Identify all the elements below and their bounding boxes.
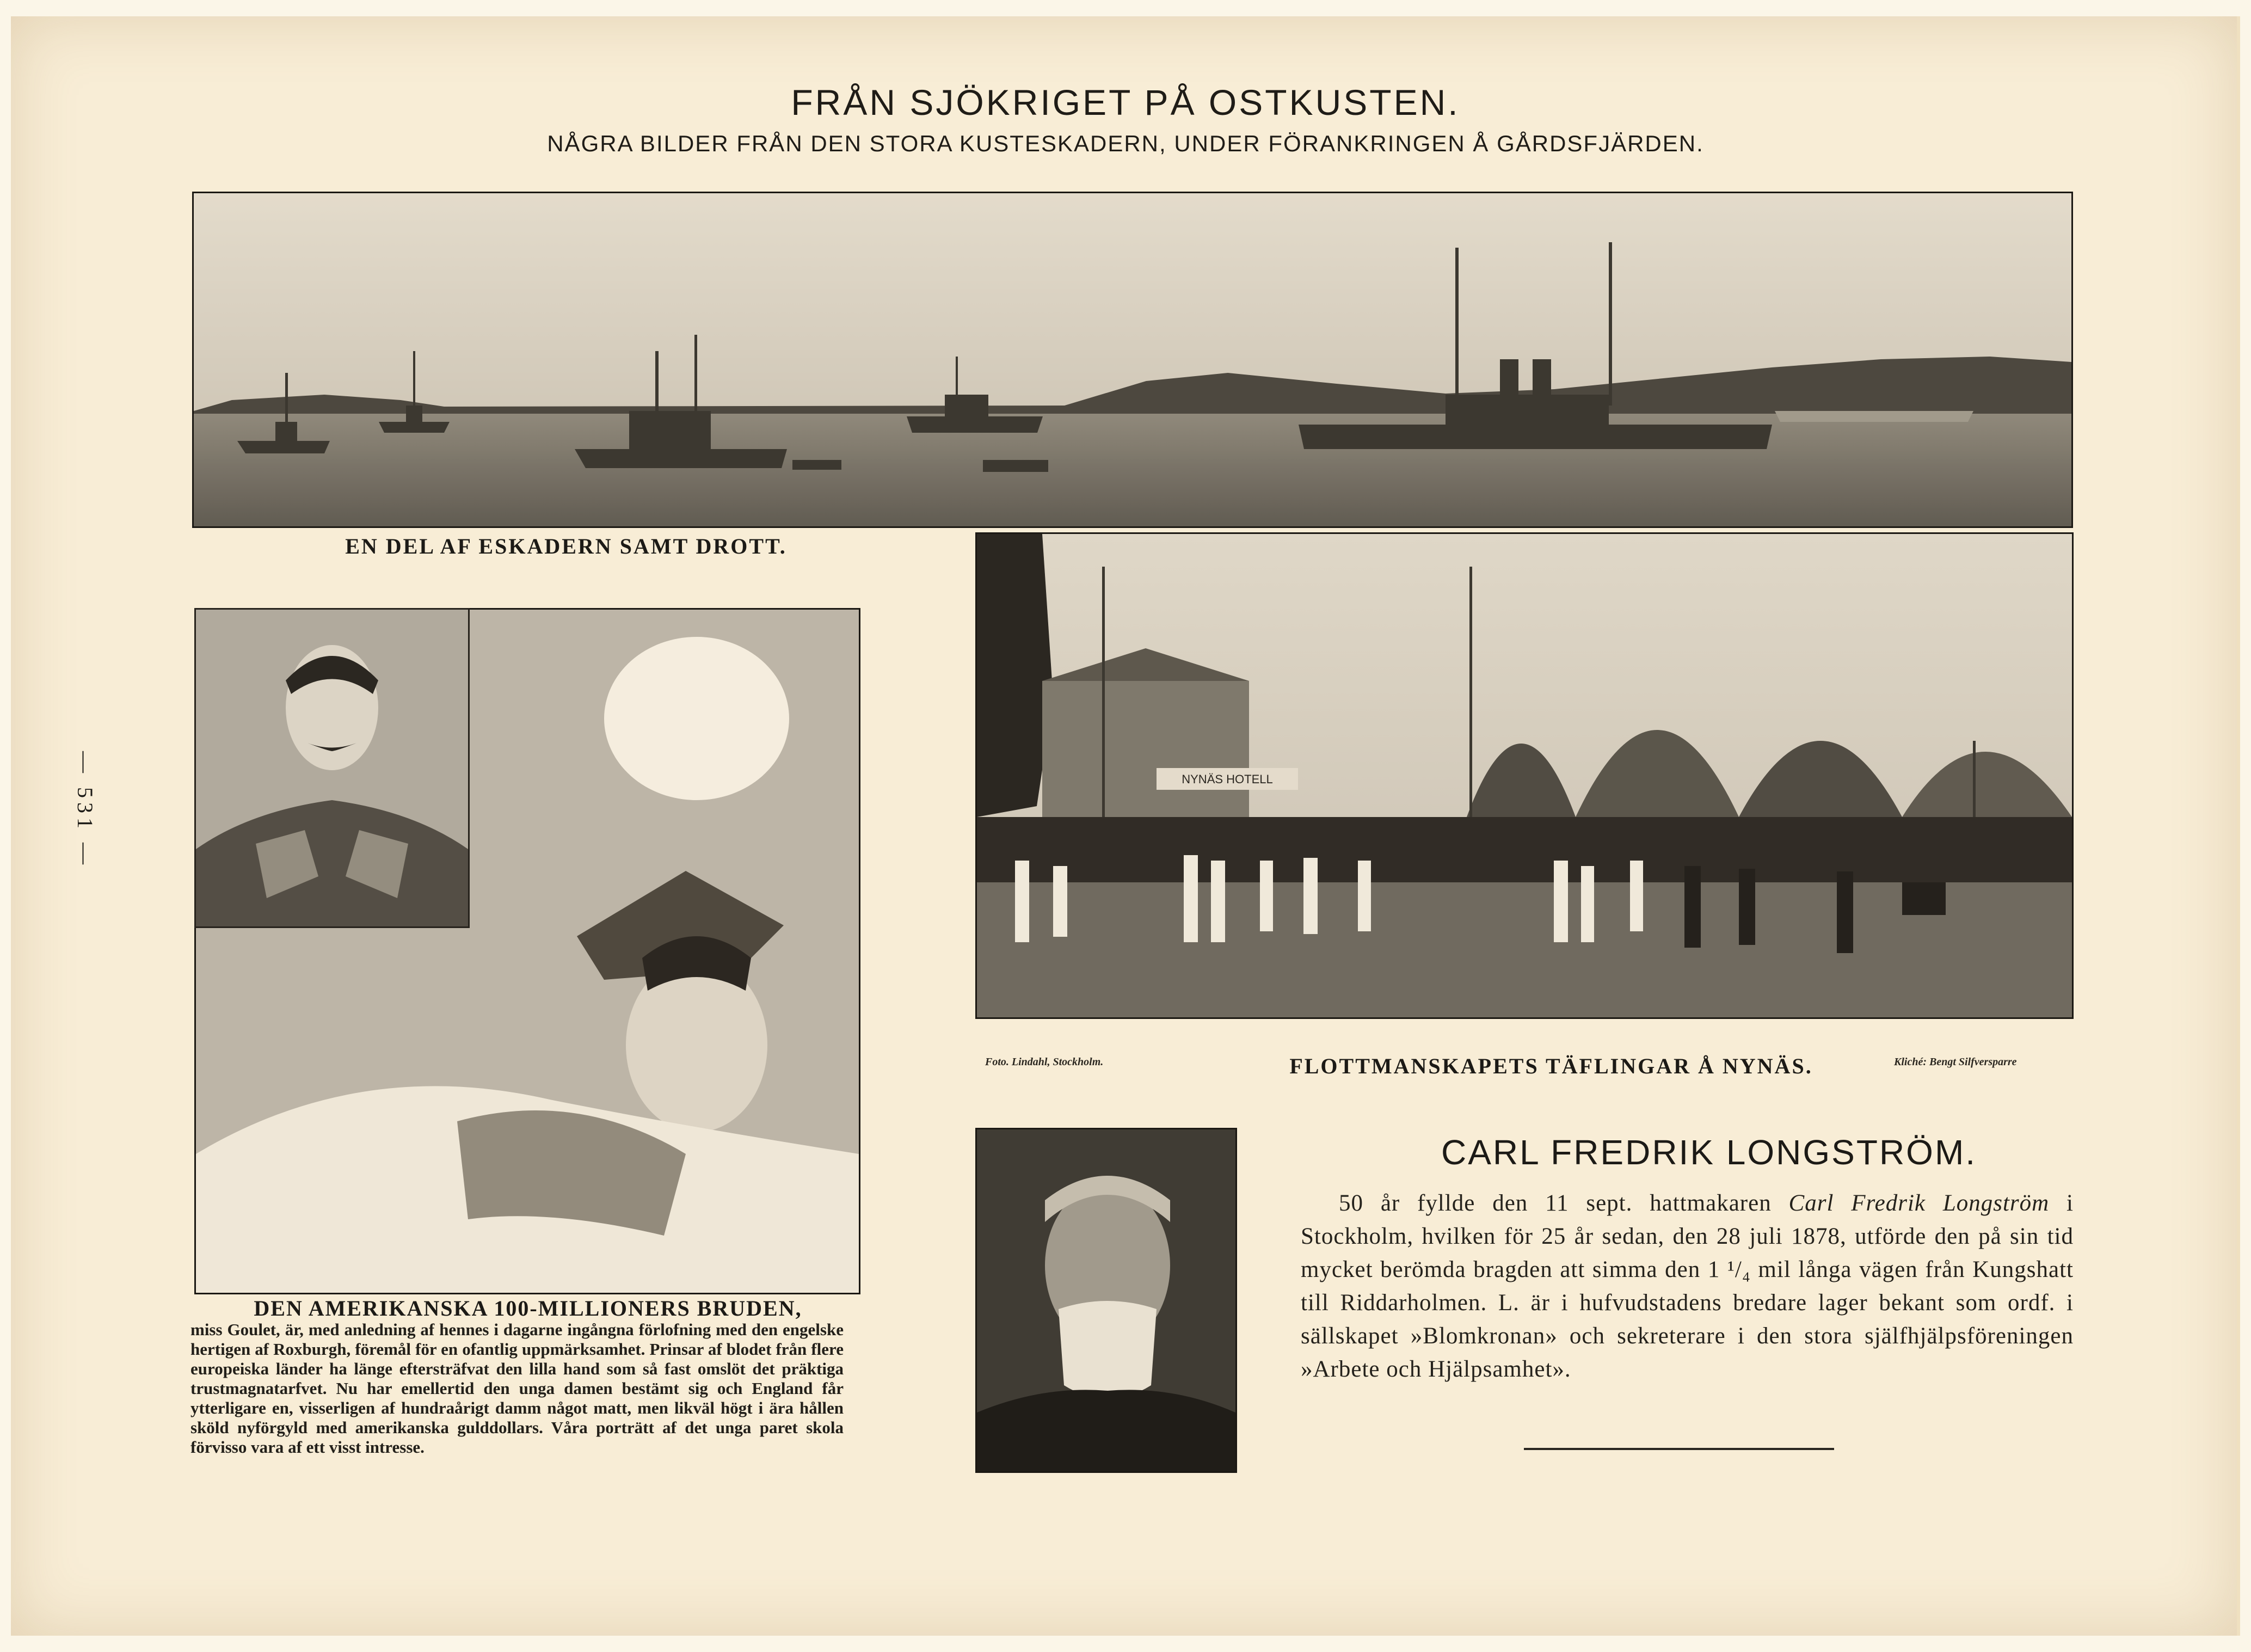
section-rule xyxy=(1524,1448,1834,1450)
longstrom-portrait-illustration xyxy=(977,1129,1235,1471)
longstrom-portrait-photo xyxy=(975,1128,1237,1473)
longstrom-heading: CARL FREDRIK LONGSTRÖM. xyxy=(1441,1133,1977,1172)
contest-caption: FLOTTMANSKAPETS TÄFLINGAR Å NYNÄS. xyxy=(1289,1054,1813,1078)
photo-credit: Foto. Lindahl, Stockholm. xyxy=(985,1056,1104,1068)
contest-photo-illustration xyxy=(977,534,2072,1017)
squadron-caption: EN DEL AF ESKADERN SAMT DROTT. xyxy=(345,534,787,558)
bride-article-text: miss Goulet, är, med anledning af hennes i dagarne ingångna förlofning med den engelske hertigen af Roxburgh, föremål för en ofantlig uppmärksamhet. Prinsar af blodet från flere europeiska länder ha länge eftersträfvat den lilla hand som så fast omslöt det präktiga trustmagnatarfvet. Nu har emellertid den unga damen bestämt sig och England får ytterligare en, visserligen af hundraårigt damm något matt, men likväl högt i ära hållen sköld nyförgyld med amerikanska gulddollars. Våra porträtt af det unga paret skola förvisso vara af ett visst intresse. xyxy=(190,1320,844,1457)
squadron-photo xyxy=(192,192,2073,528)
longstrom-article-text xyxy=(1301,1187,2074,1386)
duke-inset-illustration xyxy=(196,610,468,926)
hotel-sign-text: NYNÄS HOTELL xyxy=(1182,772,1273,786)
bride-heading: DEN AMERIKANSKA 100-MILLIONERS BRUDEN, xyxy=(254,1296,802,1321)
longstrom-name-italic: Carl Fredrik Longström xyxy=(1788,1190,2050,1216)
contest-photo xyxy=(975,532,2074,1019)
squadron-photo-illustration xyxy=(194,193,2071,526)
page-number: — 531 — xyxy=(73,751,97,869)
page-title: FRÅN SJÖKRIGET PÅ OSTKUSTEN. xyxy=(791,82,1460,122)
duke-portrait-inset xyxy=(194,608,470,928)
longstrom-text-part2: i Stockholm, hvilken för 25 år sedan, den 28 juli 1878, utförde den på sin tid mycket berömda bragden att simma den 1 ¹/₄ mil långa vägen från Kungshatt till Riddarholmen. L. är i hufvudstadens bredare lager bekant som ordf. i sällskapet »Blomkronan» och sekreterare i den stora själfhjälpsföreningen »Arbete och Hjälpsamhet». xyxy=(1301,1190,2074,1382)
longstrom-text-part1: 50 år fyllde den 11 sept. hattmakaren xyxy=(1339,1190,1789,1216)
cliche-credit: Kliché: Bengt Silfversparre xyxy=(1894,1056,2017,1068)
page-subtitle: NÅGRA BILDER FRÅN DEN STORA KUSTESKADERN, UNDER FÖRANKRINGEN Å GÅRDSFJÄRDEN. xyxy=(547,131,1704,156)
